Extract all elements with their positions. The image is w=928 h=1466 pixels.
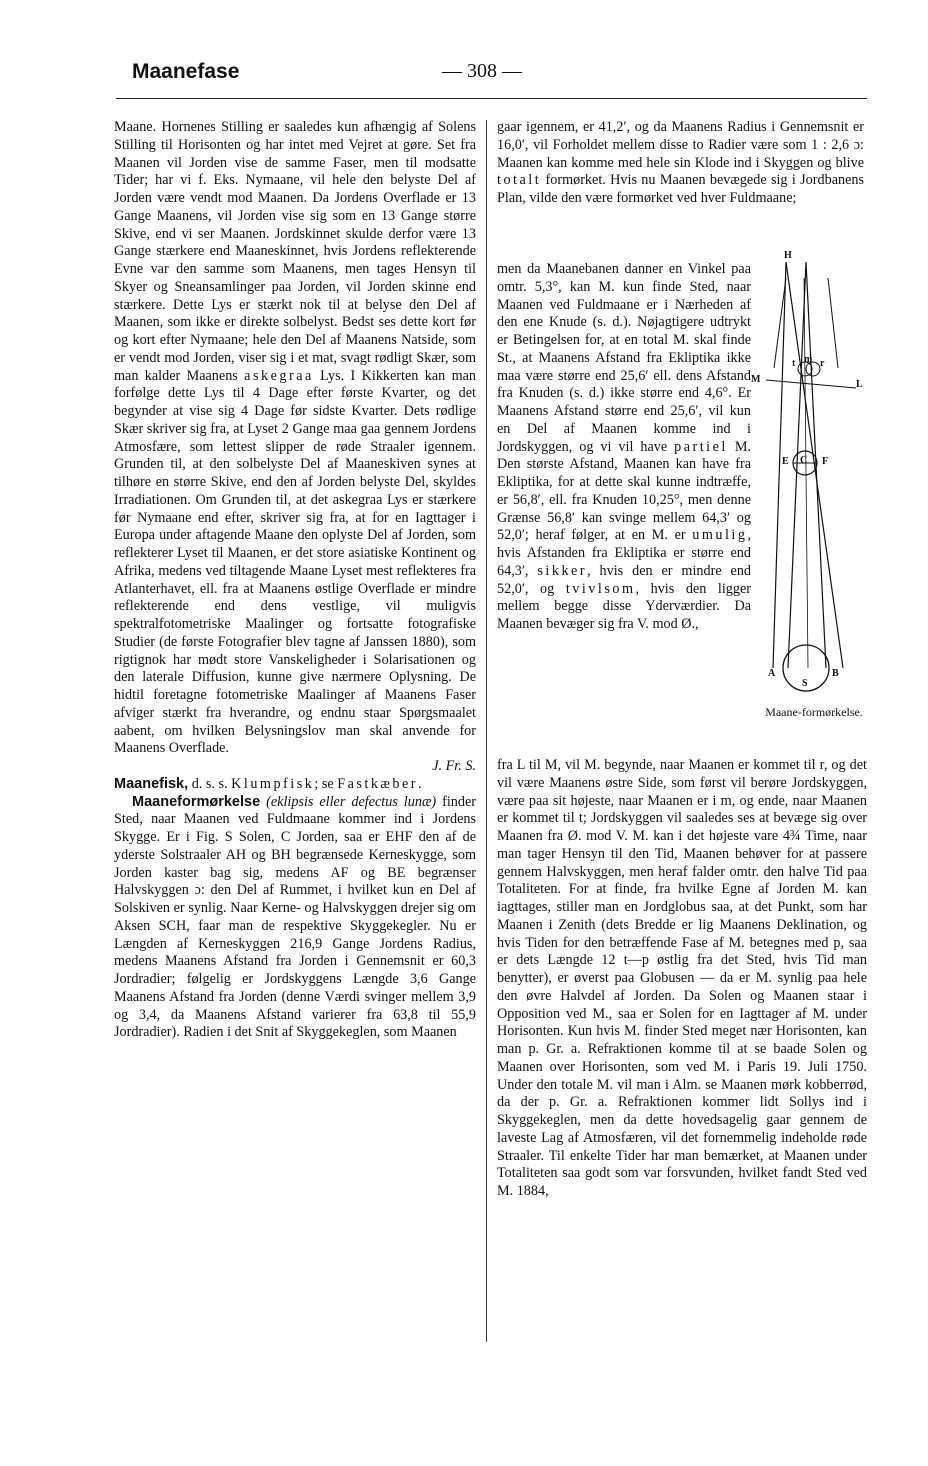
column-divider (486, 120, 487, 1342)
spaced-term: tvivlsom (565, 580, 636, 597)
penumbra-line-be (828, 278, 838, 368)
eclipse-diagram (756, 248, 866, 708)
figure-caption: Maane-formørkelse. (765, 705, 863, 719)
page-header (132, 60, 862, 92)
label-b: B (832, 668, 839, 679)
label-a: A (768, 668, 776, 679)
header-rule (116, 98, 867, 99)
label-m-small: m (804, 354, 813, 365)
text-run: , hvis den er mindre end 52,0′, og (497, 562, 752, 597)
moon-orbit-line (766, 380, 856, 388)
label-t: t (792, 358, 796, 369)
label-s: S (802, 678, 808, 689)
spaced-term: totalt (497, 172, 542, 189)
text-run: men da Maanebanen danner en Vinkel paa omtr. 5,3°, kan M. kun finde Sted, naar Maanen ved Fuldmaane er i Nærheden af den ene Knude (s. d.). Nøjagtigere udtrykt er Betingelsen for, at en total M. skal finde St., at Maanens Afstand fra Ekliptika ikke maa være større end 25,6′ ell. dens Afstand fra Knuden (s. d.) ikke større end 4,6°. Er Maanens Afstand større end 25,6′, vil kun en Del af Maanen komme ind i Jordskyggen, og vi vil have (497, 261, 751, 455)
label-m: M (751, 374, 761, 385)
right-column-wrap (497, 261, 751, 634)
text-run: , hvis Afstanden fra Ekliptika er større end 64,3′, (497, 527, 751, 579)
spaced-term: umulig (692, 527, 748, 544)
text-run: Maane. Hornenes Stilling er saaledes kun afhængig af Solens Stilling til Horisonten og har intet med Vejret at gøre. Set fra Maanen vil Jorden vise de samme Faser, men til modsatte Tider; har vi f. Eks. Nymaane, vil hele den belyste Del af Jorden være vendt mod Maanen. Da Jordens Overflade er 13 Gange Maanens, vil Jorden vise sig som en 13 Gange større Skive, end vi ser Maanen. Jordskinnet skulde derfor være 13 Gange stærkere end Maaneskinnet, hvis Jordens reflekterende Evne var den samme som Maanens, men tages Hensyn til Skyer og Sneansamlinger paa Jorden, vil Jorden skinne end stærkere. Dette Lys er stærkt nok til at belyse den Del af Maanen, som ikke er direkte solbelyst. Bedst ses dette kort før og kort efter Nymaane; hele den Del af Maanens Natside, som er vendt mod Jorden, viser sig i et mat, svagt rødligt Skær, som man kalder Maanens (114, 119, 476, 384)
text-run: . (418, 775, 422, 792)
entry-maaneformorkelse (114, 794, 476, 1043)
text-run: d. s. s. (191, 775, 228, 792)
label-c: C (800, 455, 808, 466)
umbra-line-bh (786, 262, 843, 668)
text-run: ; se (314, 775, 334, 792)
latin-term: (eklipsis eller defectus lunæ) (266, 793, 437, 810)
spaced-term: sikker (537, 562, 588, 579)
label-f: F (822, 456, 829, 467)
text-run: finder Sted, naar Maanen ved Fuldmaane kommer ind i Jordens Skygge. Er i Fig. S Solen, C Jorden, saa er EHF den af de yderste Solstraaler AH og BH begrænsede Kerneskygge, som Jorden kaster bag sig, medens AF og BE begrænser Halvskyggen ɔ: den Del af Rummet, i hvilket kun en Del af Solskiven er synlig. Naar Kerne- og Halvskyggen drejer sig om Aksen SCH, faar man de respektive Skyggekegler. Nu er Længden af Kerneskyggen 216,9 Gange Jordens Radius, medens Maanens Afstand fra Jorden i Gennemsnit er 60,3 Jordradier; følgelig er Jordskyggens Længde 3,6 Gange Maanens Afstand fra Jorden (denne Værdi svinger mellem 3,9 og 3,4, da Maanens Afstand varierer fra 63,8 til 55,9 Jordradier). Radien i det Snit af Skyggekeglen, som Maanen (114, 793, 477, 1041)
cross-reference[interactable]: Fastkæber (337, 775, 419, 792)
author-signature: J. Fr. S. (432, 758, 476, 774)
right-column-bottom (497, 757, 867, 1201)
axis-sch (804, 278, 808, 668)
label-e: E (782, 456, 789, 467)
label-l: L (856, 379, 863, 390)
entry-headword: Maaneformørkelse (132, 793, 261, 810)
entry-maanefisk (114, 776, 476, 794)
page-number: — 308 — (442, 60, 522, 82)
spaced-term: partiel (674, 438, 728, 455)
entry-headword: Maanefisk, (114, 775, 189, 792)
paragraph (114, 119, 476, 758)
text-run: Lys. I Kikkerten kan man forfølge dette Lys til 4 Dage efter første Kvarter, og det begynder at vise sig 4 Dage før sidste Kvarter. Dets rødlige Skær skriver sig fra, at Lyset 2 Gange maa gaa gennem Jordens Atmosfære, som lettest slipper de røde Straaler igennem. Grunden til, at den solbelyste Del af Maaneskiven synes at tilhøre en større Skive, end den af Jorden belyste Del, skyldes Irradiationen. Om Grunden til, at det askegraa Lys er stærkere før Nymaane end efter, skriver sig fra, at for en Iagttager i Europa under aftagende Maane den oplyste Del af Jorden, som reflekterer Lyset til Maanen, er det store asiatiske Kontinent og Afrika, medens ved tiltagende Maane Lyset mest reflekteres fra Atlanterhavet, ell. fra at Maanens østlige Overflade er mindre reflekterende end dens vestlige, vil muligvis spektralfotometriske Maalinger og fortsatte fotografiske Studier (de første Fotografier blev tagne af Janssen 1880), som rigtignok har mødt store Vanskeligheder i Solarisationen og den laterale Diffusion, kunne give nærmere Oplysning. De hidtil foretagne fotometriske Maalinger af Maanens Faser afviger stærkt fra hverandre, og endnu staar Spørgsmaalet aabent, om hvilken Belysningslov man skal anvende for Maanens Overflade. (114, 367, 476, 757)
running-head: Maanefase (132, 60, 240, 83)
label-r: r (820, 358, 825, 369)
right-column-top (497, 119, 864, 208)
eclipse-figure (751, 248, 866, 748)
spaced-term: askegraa (244, 367, 314, 384)
paragraph: fra L til M, vil M. begynde, naar Maanen er kommet til r, og det vil være Maanens østre Side, som først vil berøre Jordskyggen, være paa sit højeste, naar Maanen er i m, og ende, naar Maanen er kommet til t; Jordskyggen vil saaledes ses at bevæge sig over Maanen fra Ø. mod V. M. kan i det højeste vare 4¾ Time, naar man tager Hensyn til den Tid, Maanen behøver for at passere gennem Halvskyggen, men heraf falder omtr. den halve Tid paa Totaliteten. For at finde, fra hvilke Egne af Jorden M. kan iagttages, stiller man en Jordglobus saa, at det Punkt, som har Maanen i Zenith (dets Bredde er lig Maanens Deklination, og hvis Tiden for den betræffende Fase af M. betegnes med p, saa er dets Længde 12 t—p østlig fra det Sted, hvis Tid man benytter), er øverst paa Globusen — da er M. synlig paa hele den øvre Halvdel af Jorden. Da Solen og Maanen staar i Opposition ved M., saa er Solen for en Iagttager af M. under Horisonten. Kun hvis M. finder Sted meget nær Horisonten, kan man p. Gr. a. Refraktionen komme til at se baade Solen og Maanen over Horisonten, som ved M. i Paris 19. Juli 1750. Under den totale M. vil man i Alm. se Maanen mørk kobberrød, da der p. Gr. a. Refraktionen kommer lidt Sollys ind i Skyggekeglen, men da dette hovedsagelig gaar gennem de laveste Lag af Atmosfæren, vil det fornemmelig indeholde røde Straaler. Til enkelte Tider har man bemærket, at Maanen under Totaliteten saa godt som var forsvunden, hvilket fandt Sted ved M. 1884, (497, 757, 867, 1199)
cross-reference[interactable]: Klumpfisk (231, 775, 315, 792)
text-run: , hvis den ligger mellem begge disse Yderværdier. Da Maanen bevæger sig fra V. mod Ø., (497, 580, 751, 632)
text-run: M. Den største Afstand, Maanen kan have fra Ekliptika, for at dette skal kunne indtræffe, er 56,8′, ell. fra Knuden 10,25°, men denne Grænse 56,8′ kan svinge mellem 64,3′ og 52,0′; heraf følger, at en M. er (497, 438, 752, 544)
left-column (114, 119, 476, 1042)
paragraph (497, 119, 864, 208)
text-run: gaar igennem, er 41,2′, og da Maanens Radius i Gennemsnit er 16,0′, vil Forholdet mellem disse to Radier være som 1 : 2,6 ɔ: Maanen kan komme med hele sin Klode ind i Skyggen og blive (497, 119, 864, 171)
paragraph (497, 261, 751, 634)
text-run: formørket. Hvis nu Maanen bevægede sig i Jordbanens Plan, vilde den være formørket ved hver Fuldmaane; (497, 172, 864, 206)
label-h: H (784, 250, 792, 261)
